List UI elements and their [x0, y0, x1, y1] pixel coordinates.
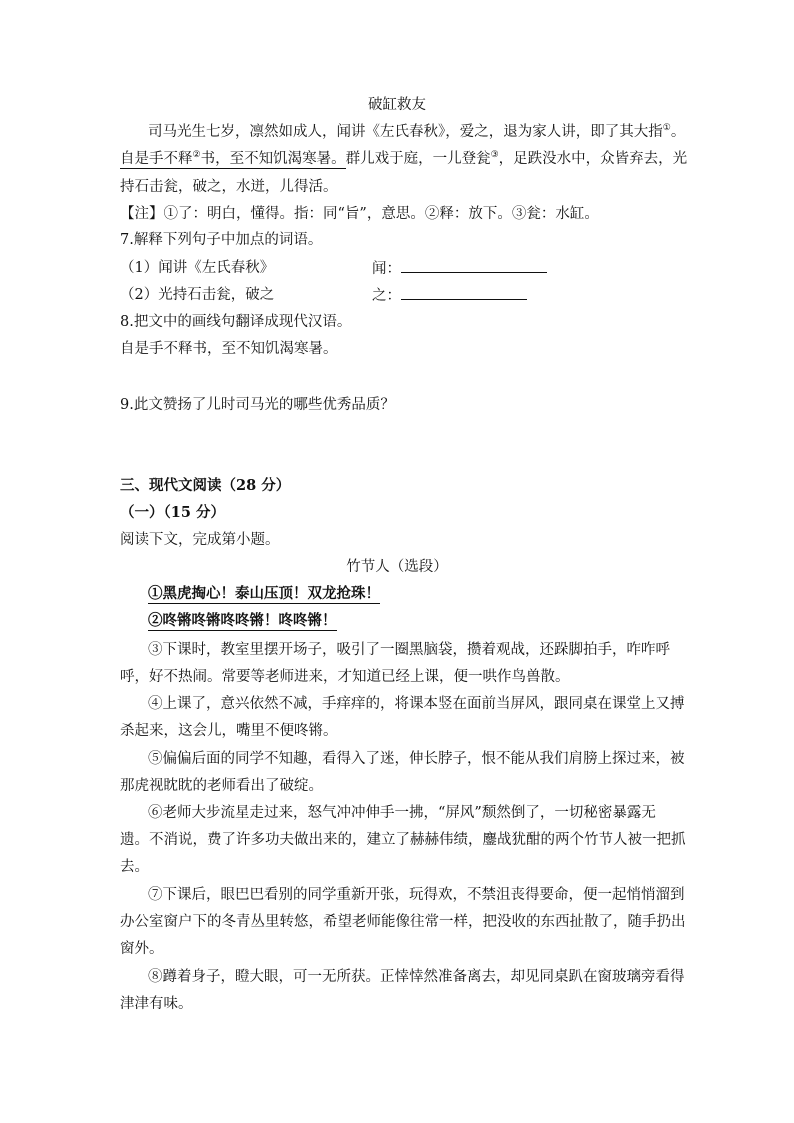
answer-label: 之：: [372, 288, 401, 304]
answer-blank[interactable]: [401, 258, 547, 273]
paragraph-8-line-1: ⑧蹲着身子，瞪大眼，可一无所获。正悻悻然准备离去，却见同桌趴在窗玻璃旁看得: [148, 969, 685, 985]
question-8: 8.把文中的画线句翻译成现代汉语。: [120, 314, 352, 330]
passage-line-2: [120, 149, 687, 169]
text-run: ，足跌没水中，众皆弃去，光: [498, 151, 688, 167]
question-9: 9.此文赞扬了儿时司马光的哪些优秀品质？: [120, 397, 395, 413]
paragraph-5-line-2: 那虎视眈眈的老师看出了破绽。: [120, 778, 323, 794]
footnote-marker: ②: [192, 150, 201, 161]
footnote-marker: ③: [490, 150, 499, 161]
paragraph-3-line-2: 呼，好不热闹。常要等老师进来，才知道已经上课，便一哄作鸟兽散。: [120, 669, 570, 685]
passage-title: 破缸救友: [368, 97, 426, 113]
paragraph-1: [148, 584, 380, 604]
passage-note: 【注】①了：明白，懂得。指：同“旨”，意思。②释：放下。③瓮：水缸。: [120, 206, 599, 222]
question-7: 7.解释下列句子中加点的词语。: [120, 232, 323, 248]
underlined-text: ②咚锵咚锵咚咚锵！咚咚锵！: [148, 612, 337, 629]
answer-field-7-2[interactable]: [372, 285, 527, 306]
passage-line-3: 持石击瓮，破之，水迸，儿得活。: [120, 179, 338, 195]
paragraph-7-line-2: 办公室窗户下的冬青丛里转悠，希望老师能像往常一样，把没收的东西扯散了，随手扔出: [120, 914, 686, 930]
footnote-marker: ①: [662, 123, 671, 134]
paragraph-6-line-3: 去。: [120, 859, 149, 875]
paragraph-4-line-2: 杀起来，这会儿，嘴里不便咚锵。: [120, 723, 338, 739]
answer-label: 闻：: [372, 261, 401, 277]
paragraph-5-line-1: ⑤偏偏后面的同学不知趣，看得入了迷，伸长脖子，恨不能从我们肩膀上探过来，被: [148, 751, 685, 767]
paragraph-2: [148, 611, 337, 631]
section-3-instruction: 阅读下文，完成第小题。: [120, 532, 280, 548]
answer-field-7-1[interactable]: [372, 258, 547, 279]
text-run: 书，至不知饥渴寒暑。: [200, 151, 346, 167]
section-3-subheading: （一）（15 分）: [120, 504, 225, 521]
text-run: 自是手不释: [120, 151, 193, 167]
paragraph-3-line-1: ③下课时，教室里摆开场子，吸引了一圈黑脑袋，攒着观战，还跺脚拍手，咋咋呼: [148, 642, 670, 658]
paragraph-8-line-2: 津津有味。: [120, 996, 193, 1012]
article-title: 竹节人（选段）: [346, 559, 448, 575]
text-run: 。: [670, 124, 686, 140]
underlined-sentence: [120, 151, 346, 169]
paragraph-6-line-1: ⑥老师大步流星走过来，怒气冲冲伸手一拂，“屏风”颓然倒了，一切秘密暴露无: [148, 805, 656, 821]
underlined-text: ①黑虎掏心！泰山压顶！双龙抢珠！: [148, 585, 380, 602]
text-run: 司马光生七岁，凛然如成人，闻讲《左氏春秋》，爱之，退为家人讲，即了其大指: [148, 124, 663, 140]
section-3-heading: 三、现代文阅读（28 分）: [120, 477, 291, 494]
paragraph-6-line-2: 遗。不消说，费了许多功夫做出来的，建立了赫赫伟绩，鏖战犹酣的两个竹节人被一把抓: [120, 832, 686, 848]
question-7-2: （2）光持石击瓮，破之: [120, 287, 275, 303]
passage-line-1: [148, 122, 685, 142]
paragraph-4-line-1: ④上课了，意兴依然不减，手痒痒的，将课本竖在面前当屏风，跟同桌在课堂上又搏: [148, 696, 685, 712]
text-run: 群儿戏于庭，一儿登瓮: [345, 151, 491, 167]
paragraph-7-line-3: 窗外。: [120, 941, 164, 957]
answer-blank[interactable]: [401, 285, 527, 300]
paragraph-7-line-1: ⑦下课后，眼巴巴看别的同学重新开张，玩得欢，不禁沮丧得要命，便一起悄悄溜到: [148, 887, 685, 903]
question-7-1: （1）闻讲《左氏春秋》: [120, 260, 275, 276]
question-8-text: 自是手不释书，至不知饥渴寒暑。: [120, 341, 338, 357]
